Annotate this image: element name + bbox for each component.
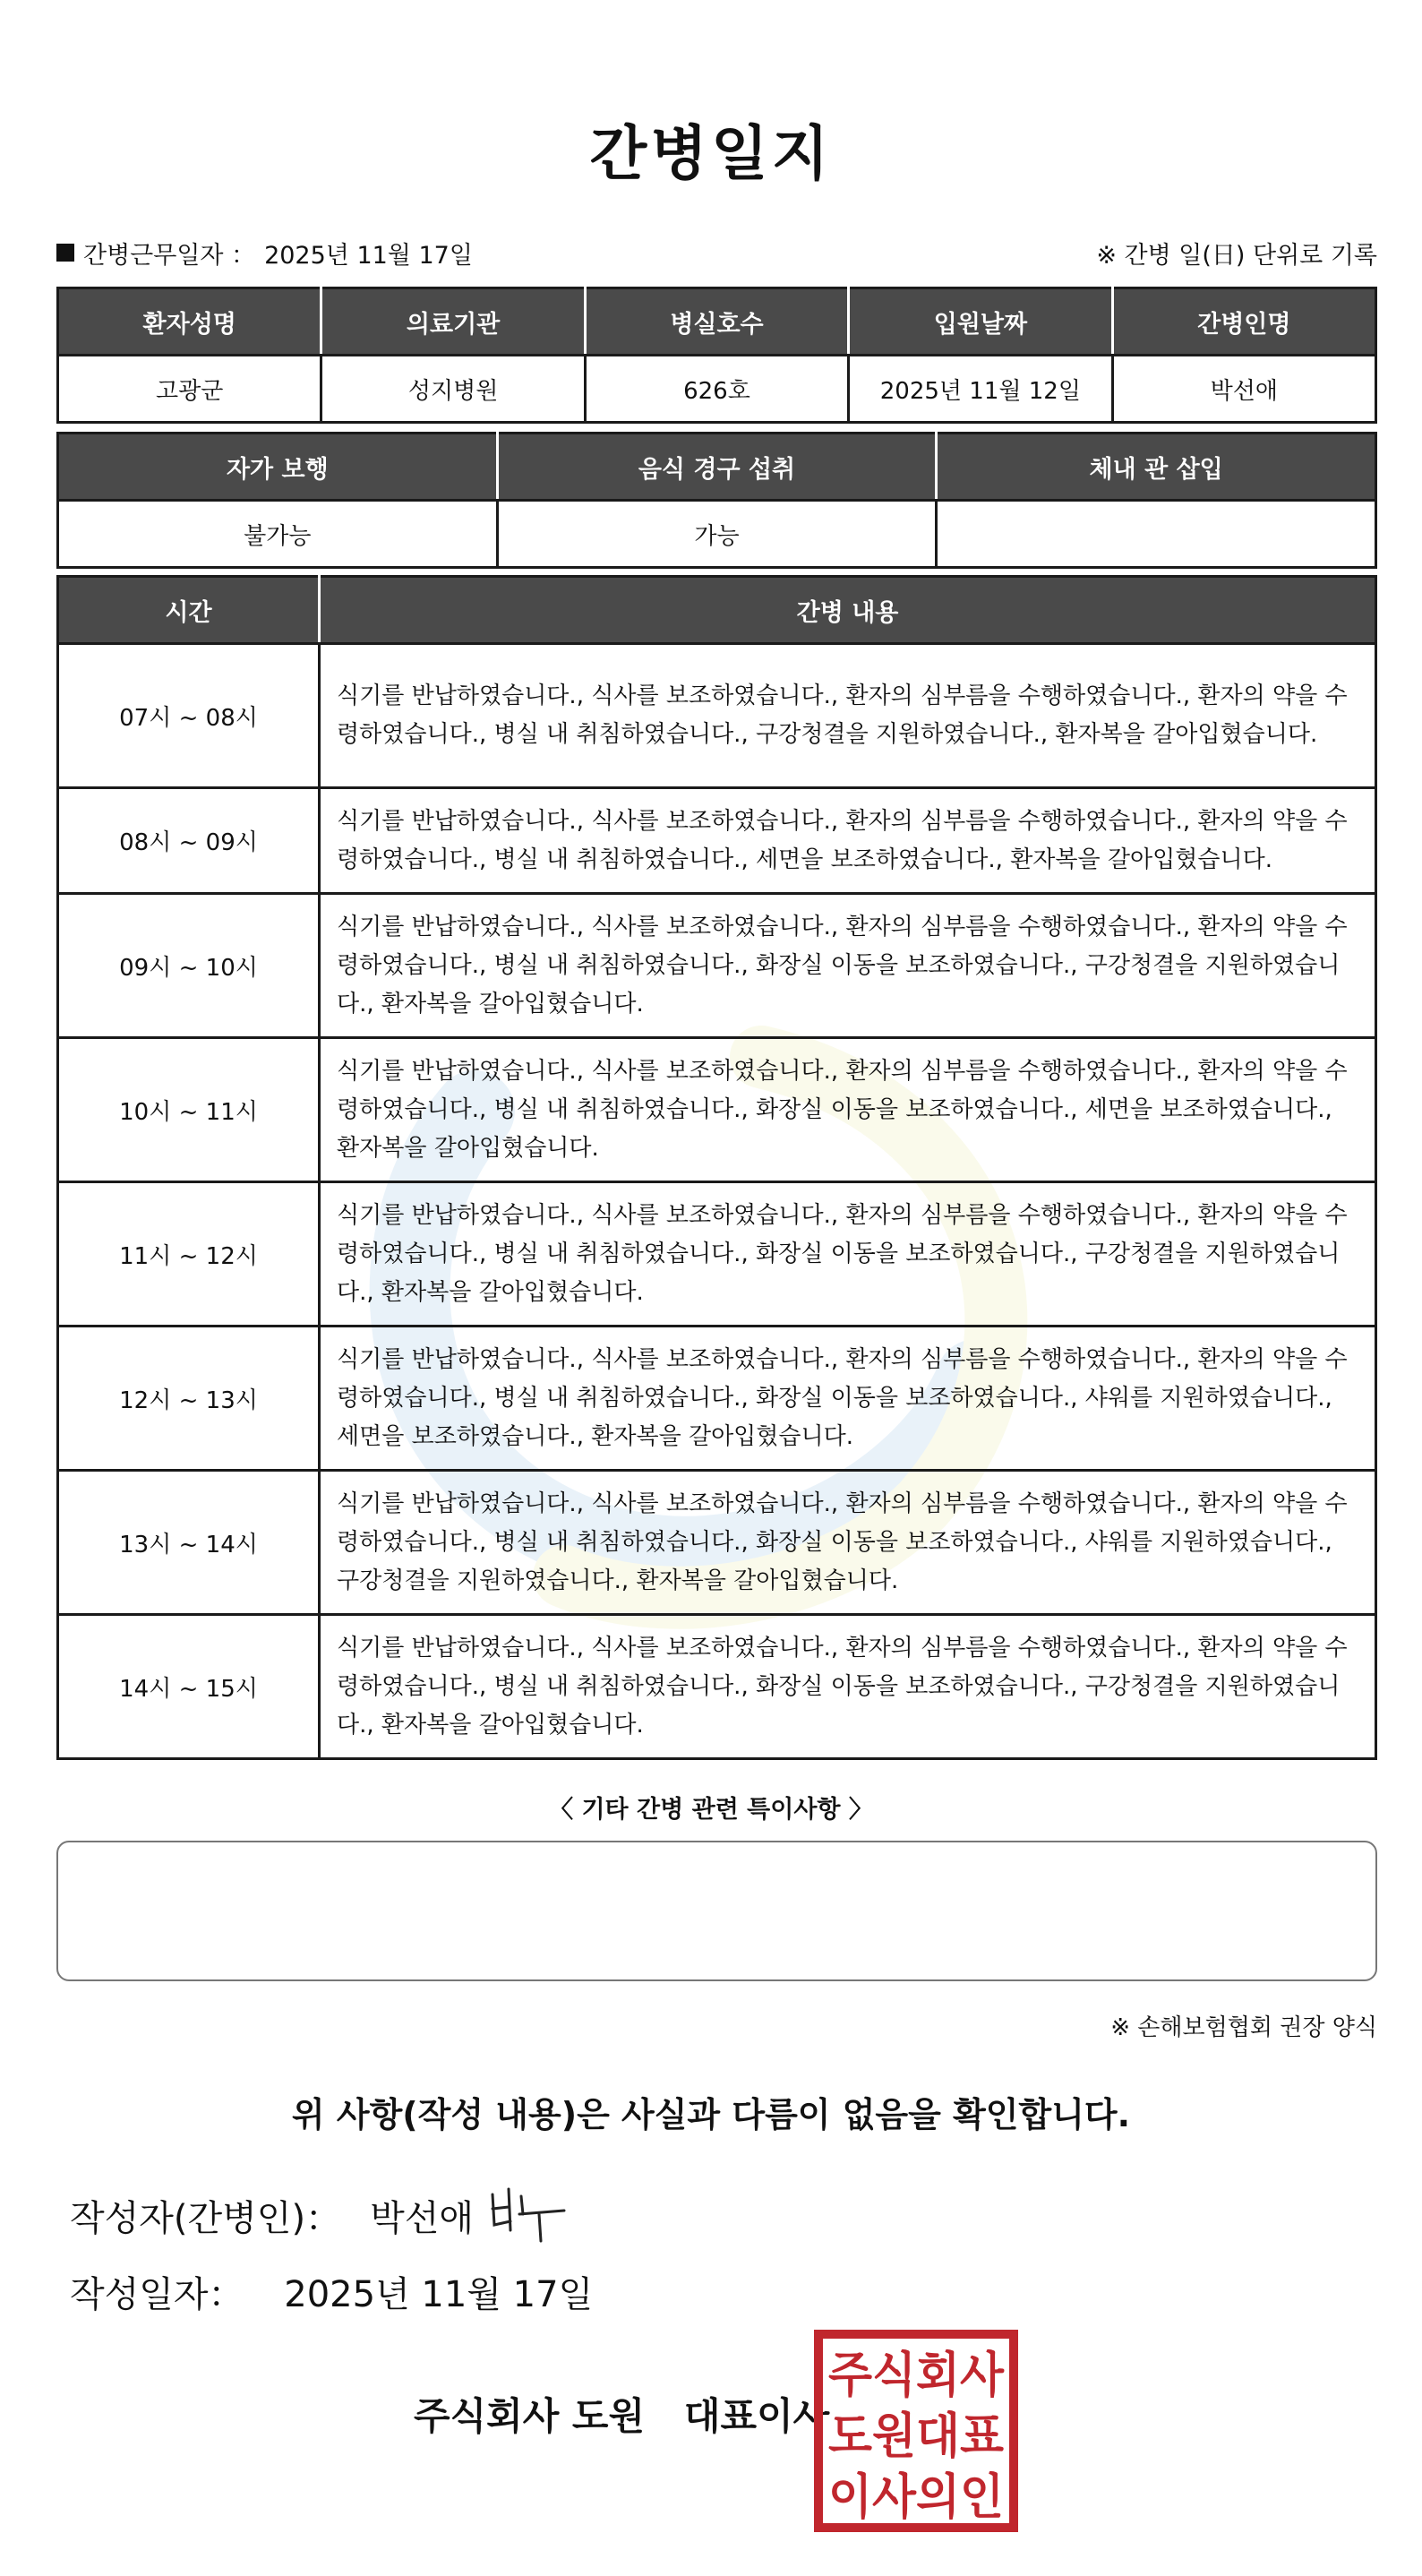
- header-hospital: 의료기관: [321, 288, 585, 356]
- row-content: 식기를 반납하였습니다., 식사를 보조하였습니다., 환자의 심부름을 수행하였습니다., 환자의 약을 수령하였습니다., 병실 내 취침하였습니다., 화장실 이동을 보조하였습니다., 샤워를 지원하였습니다., 세면을 보조하였습니다., 환자복을 갈아입혔습니다.: [320, 1327, 1376, 1471]
- row-content: 식기를 반납하였습니다., 식사를 보조하였습니다., 환자의 심부름을 수행하였습니다., 환자의 약을 수령하였습니다., 병실 내 취침하였습니다., 세면을 보조하였습니다., 환자복을 갈아입혔습니다.: [320, 788, 1376, 894]
- row-time: 11시 ~ 12시: [58, 1182, 320, 1327]
- hospital: 성지병원: [321, 356, 585, 423]
- care-log-table: [56, 575, 1377, 1760]
- handwritten-signature: [484, 2178, 582, 2250]
- seal-line-2: 도원대표: [828, 2408, 1004, 2464]
- work-date: [56, 236, 473, 270]
- meta-row: [56, 235, 1377, 270]
- header-patient-name: 환자성명: [58, 288, 321, 356]
- self-walking-value: 불가능: [58, 501, 498, 568]
- header-self-walking: 자가 보행: [58, 434, 498, 501]
- table-row: [58, 1327, 1376, 1471]
- work-date-label: 간병근무일자 ：: [83, 241, 256, 270]
- row-content: 식기를 반납하였습니다., 식사를 보조하였습니다., 환자의 심부름을 수행하였습니다., 환자의 약을 수령하였습니다., 병실 내 취침하였습니다., 화장실 이동을 보조하였습니다., 샤워를 지원하였습니다., 구강청결을 지원하였습니다., 환자복을 갈아입혔습니다.: [320, 1471, 1376, 1615]
- header-caregiver-name: 간병인명: [1112, 288, 1375, 356]
- header-room: 병실호수: [585, 288, 848, 356]
- row-content: 식기를 반납하였습니다., 식사를 보조하였습니다., 환자의 심부름을 수행하였습니다., 환자의 약을 수령하였습니다., 병실 내 취침하였습니다., 화장실 이동을 보조하였습니다., 세면을 보조하였습니다., 환자복을 갈아입혔습니다.: [320, 1038, 1376, 1182]
- square-bullet-icon: [56, 244, 74, 262]
- notes-box[interactable]: [56, 1841, 1377, 1981]
- recommendation-note: ※ 손해보험협회 권장 양식: [1110, 2014, 1377, 2041]
- header-admission-date: 입원날짜: [849, 288, 1112, 356]
- row-time: 10시 ~ 11시: [58, 1038, 320, 1182]
- admission-date: 2025년 11월 12일: [849, 356, 1112, 423]
- page-title: 간병일지: [589, 119, 833, 188]
- row-time: 14시 ~ 15시: [58, 1615, 320, 1759]
- seal-line-3: 이사의인: [828, 2469, 1004, 2525]
- writer-name: 박선애: [370, 2198, 474, 2239]
- table-row: [58, 644, 1376, 788]
- patient-name: 고광군: [58, 356, 321, 423]
- write-date-row: [70, 2266, 593, 2317]
- header-time: 시간: [58, 577, 320, 644]
- row-time: 12시 ~ 13시: [58, 1327, 320, 1471]
- confirmation-statement: 위 사항(작성 내용)은 사실과 다름이 없음을 확인합니다.: [291, 2095, 1131, 2134]
- row-content: 식기를 반납하였습니다., 식사를 보조하였습니다., 환자의 심부름을 수행하였습니다., 환자의 약을 수령하였습니다., 병실 내 취침하였습니다., 화장실 이동을 보조하였습니다., 구강청결을 지원하였습니다., 환자복을 갈아입혔습니다.: [320, 1615, 1376, 1759]
- patient-status-table: [56, 432, 1377, 569]
- row-time: 09시 ~ 10시: [58, 894, 320, 1038]
- table-row: [58, 788, 1376, 894]
- caregiver-name: 박선애: [1112, 356, 1375, 423]
- table-row: [58, 894, 1376, 1038]
- oral-intake-value: 가능: [497, 501, 937, 568]
- header-tube-insertion: 체내 관 삽입: [937, 434, 1376, 501]
- company-name: 주식회사 도원 대표이사: [414, 2394, 830, 2438]
- table-row: [58, 1038, 1376, 1182]
- writer-label: 작성자(간병인)：: [70, 2198, 342, 2239]
- write-date-value: 2025년 11월 17일: [284, 2274, 594, 2315]
- company-seal-stamp: [813, 2329, 1019, 2533]
- row-time: 08시 ~ 09시: [58, 788, 320, 894]
- row-content: 식기를 반납하였습니다., 식사를 보조하였습니다., 환자의 심부름을 수행하였습니다., 환자의 약을 수령하였습니다., 병실 내 취침하였습니다., 화장실 이동을 보조하였습니다., 구강청결을 지원하였습니다., 환자복을 갈아입혔습니다.: [320, 1182, 1376, 1327]
- row-time: 07시 ~ 08시: [58, 644, 320, 788]
- table-row: [58, 1615, 1376, 1759]
- row-content: 식기를 반납하였습니다., 식사를 보조하였습니다., 환자의 심부름을 수행하였습니다., 환자의 약을 수령하였습니다., 병실 내 취침하였습니다., 구강청결을 지원하였습니다., 환자복을 갈아입혔습니다.: [320, 644, 1376, 788]
- write-date-label: 작성일자：: [70, 2274, 244, 2315]
- patient-info-table: [56, 287, 1377, 424]
- tube-insertion-value: [937, 501, 1376, 568]
- record-note: ※ 간병 일(日) 단위로 기록: [1096, 241, 1377, 270]
- header-oral-intake: 음식 경구 섭취: [497, 434, 937, 501]
- room-number: 626호: [585, 356, 848, 423]
- header-care-content: 간병 내용: [320, 577, 1376, 644]
- notes-label: 〈 기타 간병 관련 특이사항 〉: [549, 1796, 873, 1824]
- writer-row: [70, 2190, 474, 2241]
- work-date-value: 2025년 11월 17일: [264, 241, 473, 270]
- row-time: 13시 ~ 14시: [58, 1471, 320, 1615]
- seal-line-1: 주식회사: [828, 2347, 1005, 2403]
- table-row: [58, 1182, 1376, 1327]
- table-row: [58, 1471, 1376, 1615]
- row-content: 식기를 반납하였습니다., 식사를 보조하였습니다., 환자의 심부름을 수행하였습니다., 환자의 약을 수령하였습니다., 병실 내 취침하였습니다., 화장실 이동을 보조하였습니다., 구강청결을 지원하였습니다., 환자복을 갈아입혔습니다.: [320, 894, 1376, 1038]
